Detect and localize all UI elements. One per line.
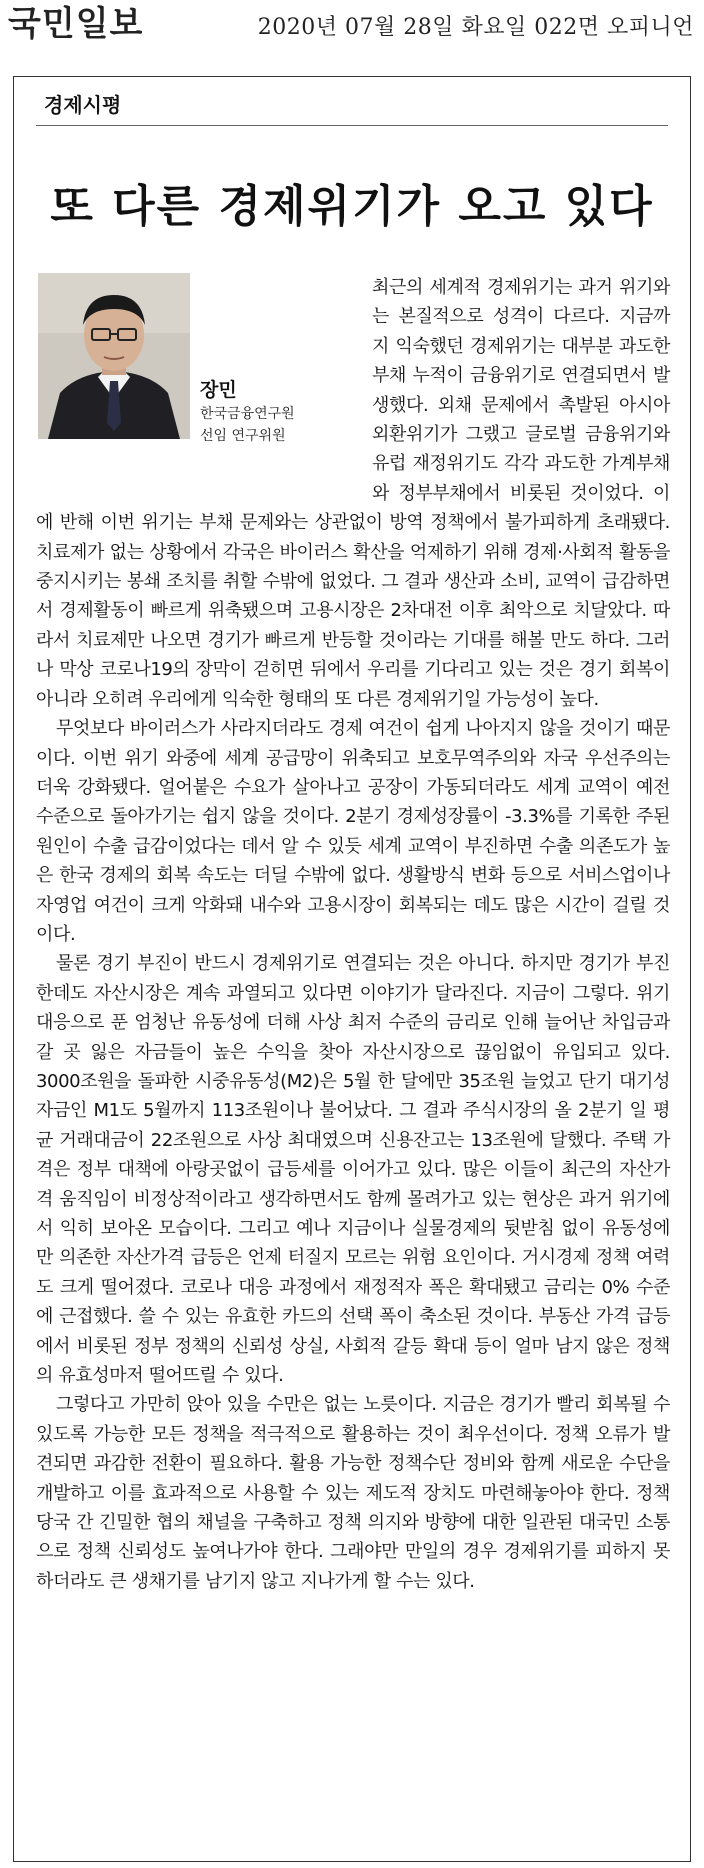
section-divider xyxy=(36,125,668,126)
author-byline xyxy=(200,377,320,447)
author-photo xyxy=(38,273,190,439)
article-frame xyxy=(13,76,691,1862)
section-label: 경제시평 xyxy=(44,93,122,117)
author-organization: 한국금융연구원 xyxy=(200,406,295,422)
paragraph-3: 물론 경기 부진이 반드시 경제위기로 연결되는 것은 아니다. 하지만 경기가 부진한데도 자산시장은 계속 과열되고 있다면 이야기가 달라진다. 지금이 그렇다. 위기 대응으로 푼 엄청난 유동성에 더해 사상 최저 수준의 금리로 인해 늘어난 차입금과 갈 곳 잃은 자금들이 높은 수익을 찾아 자산시장으로 끊임없이 유입되고 있다. 3000조원을 돌파한 시중유동성(M2)은 5월 한 달에만 35조원 늘었고 단기 대기성 자금인 M1도 5월까지 113조원이나 불어났다. 그 결과 주식시장의 올 2분기 일 평균 거래대금이 22조원으로 사상 최대였으며 신용잔고는 13조원에 달했다. 주택 가격은 정부 대책에 아랑곳없이 급등세를 이어가고 있다. 많은 이들이 최근의 자산가격 움직임이 비정상적이라고 생각하면서도 함께 몰려가고 있는 현상은 과거 위기에서 익히 보아온 모습이다. 그리고 예나 지금이나 실물경제의 뒷받침 없이 유동성에만 의존한 자산가격 급등은 언제 터질지 모르는 위험 요인이다. 거시경제 정책 여력도 크게 떨어졌다. 코로나 대응 과정에서 재정적자 폭은 확대됐고 금리는 0% 수준에 근접했다. 쓸 수 있는 유효한 카드의 선택 폭이 축소된 것이다. 부동산 가격 급등에서 비롯된 정부 정책의 신뢰성 상실, 사회적 갈등 확대 등이 얼마 남지 않은 정책의 유효성마저 떨어뜨릴 수 있다. xyxy=(36,953,670,1387)
paragraph-2: 무엇보다 바이러스가 사라지더라도 경제 여건이 쉽게 나아지지 않을 것이기 때문이다. 이번 위기 와중에 세계 공급망이 위축되고 보호무역주의와 자국 우선주의는 더욱 강화됐다. 얼어붙은 수요가 살아나고 공장이 가동되더라도 세계 교역이 예전 수준으로 돌아가기는 쉽지 않을 것이다. 2분기 경제성장률이 -3.3%를 기록한 주된 원인이 수출 급감이었다는 데서 알 수 있듯 세계 교역이 부진하면 수출 의존도가 높은 한국 경제의 회복 속도는 더딜 수밖에 없다. 생활방식 변화 등으로 서비스업이나 자영업 여건이 크게 악화돼 내수와 고용시장이 회복되는 데도 많은 시간이 걸릴 것이다. xyxy=(36,718,670,945)
portrait-illustration xyxy=(38,273,190,439)
author-name: 장민 xyxy=(200,379,237,401)
dateline: 2020년 07월 28일 화요일 022면 오피니언 xyxy=(257,15,694,40)
article-headline: 또 다른 경제위기가 오고 있다 xyxy=(50,181,654,232)
author-title: 선임 연구위원 xyxy=(200,428,286,444)
article-body xyxy=(36,273,670,1596)
paragraph-1: 최근의 세계적 경제위기는 과거 위기와는 본질적으로 성격이 다르다. 지금까지 익숙했던 경제위기는 대부분 과도한 부채 누적이 금융위기로 연결되면서 발생했다. 외채 문제에서 촉발된 아시아 외환위기가 그랬고 글로벌 금융위기와 유럽 재정위기도 각각 과도한 가계부채와 정부부채에서 비롯된 것이었다. 이에 반해 이번 위기는 부채 문제와는 상관없이 방역 정책에서 불가피하게 초래됐다. 치료제가 없는 상황에서 각국은 바이러스 확산을 억제하기 위해 경제·사회적 활동을 중지시키는 봉쇄 조치를 취할 수밖에 없었다. 그 결과 생산과 소비, 교역이 급감하면서 경제활동이 빠르게 위축됐으며 고용시장은 2차대전 이후 최악으로 치달았다. 따라서 치료제만 나오면 경기가 빠르게 반등할 것이라는 기대를 해볼 만도 하다. 그러나 막상 코로나19의 장막이 걷히면 뒤에서 우리를 기다리고 있는 것은 경기 회복이 아니라 오히려 우리에게 익숙한 형태의 또 다른 경제위기일 가능성이 높다. xyxy=(36,277,670,710)
newspaper-masthead: 국민일보 xyxy=(8,4,144,44)
paragraph-4: 그렇다고 가만히 앉아 있을 수만은 없는 노릇이다. 지금은 경기가 빨리 회복될 수 있도록 가능한 모든 정책을 적극적으로 활용하는 것이 최우선이다. 정책 오류가 발견되면 과감한 전환이 필요하다. 활용 가능한 정책수단 정비와 함께 새로운 수단을 개발하고 이를 효과적으로 사용할 수 있는 제도적 장치도 마련해놓아야 한다. 정책 당국 간 긴밀한 협의 채널을 구축하고 정책 의지와 방향에 대한 일관된 대국민 소통으로 정책 신뢰성도 높여나가야 한다. 그래야만 만일의 경우 경제위기를 피하지 못하더라도 큰 생채기를 남기지 않고 지나가게 할 수는 있다. xyxy=(36,1394,670,1592)
